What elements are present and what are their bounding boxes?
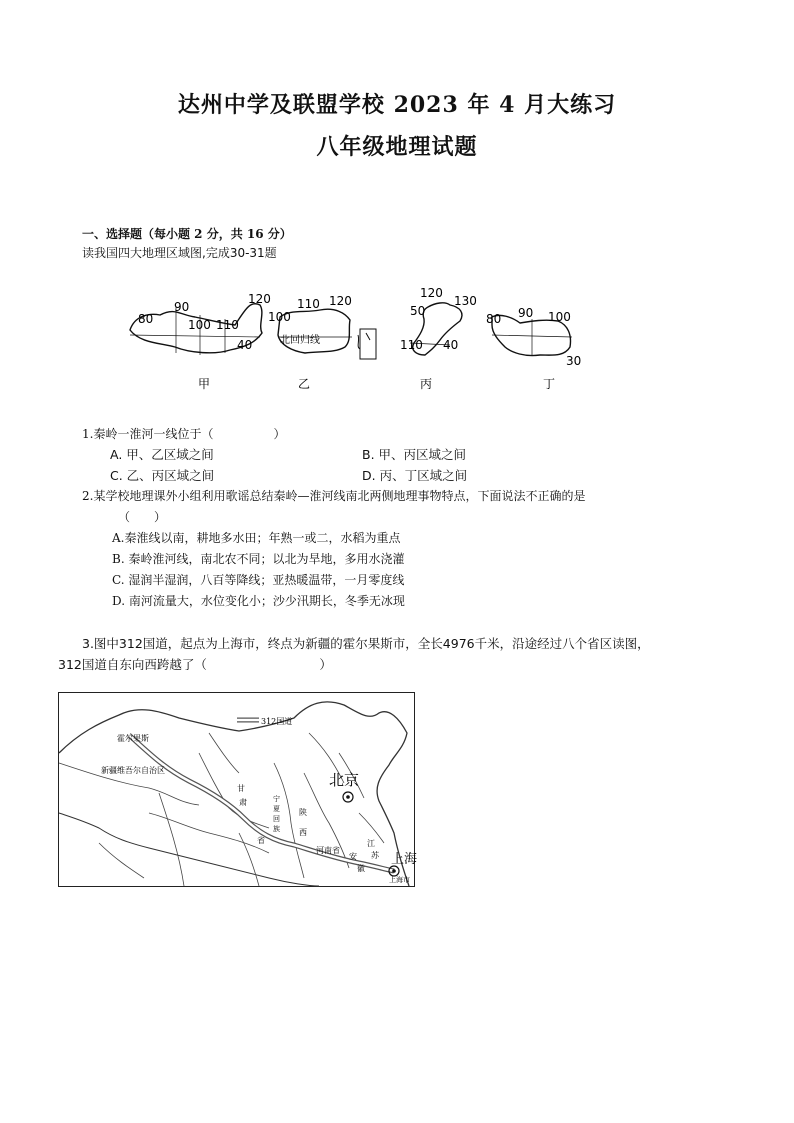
- map-label-zu: 族: [273, 825, 280, 833]
- q2-stem: 2.某学校地理课外小组利用歌谣总结秦岭—淮河线南北两侧地理事物特点，下面说法不正确的是: [82, 489, 586, 503]
- map-label-su-gansu: 肃: [239, 798, 247, 807]
- q2-option-c[interactable]: C. 湿润半湿润，八百等降线；亚热暖温带，一月零度线: [112, 573, 405, 587]
- map-label-hui-anhui: 徽: [357, 864, 365, 873]
- map-label-xia: 夏: [273, 805, 280, 813]
- map-label-an: 安: [349, 852, 357, 861]
- four-regions-figure: [120, 285, 590, 395]
- ding-num-80: 80: [486, 312, 502, 326]
- map-label-shanghai-city: 上海市: [389, 876, 410, 884]
- jia-num-110: 110: [216, 318, 239, 332]
- region-jia-label: 甲: [198, 377, 211, 391]
- yi-num-110: 110: [297, 297, 320, 311]
- jia-num-80: 80: [138, 312, 154, 326]
- map-label-jiang: 江: [367, 839, 375, 848]
- question-intro: 读我国四大地理区域图,完成30-31题: [82, 246, 277, 260]
- map-label-henan: 河南省: [316, 846, 340, 855]
- yi-num-100: 100: [268, 310, 291, 324]
- bing-num-40: 40: [443, 338, 459, 352]
- exam-subtitle: 八年级地理试题: [316, 134, 478, 160]
- bing-num-110: 110: [400, 338, 423, 352]
- ding-num-90: 90: [518, 306, 534, 320]
- jia-num-40: 40: [237, 338, 253, 352]
- map-label-hui: 回: [273, 815, 280, 823]
- region-bing-label: 丙: [420, 377, 433, 391]
- section-heading: 一、选择题（每小题 2 分，共 16 分）: [82, 227, 292, 241]
- map-label-xinjiang: 新疆维吾尔自治区: [101, 766, 165, 775]
- q2-option-b[interactable]: B. 秦岭淮河线，南北农不同；以北为旱地，多用水浇灌: [112, 552, 405, 566]
- map-label-su: 苏: [371, 851, 379, 860]
- route-312-map: [58, 692, 418, 887]
- map-label-beijing: 北京: [329, 771, 360, 789]
- ding-num-100: 100: [548, 310, 571, 324]
- q2-option-a[interactable]: A.秦淮线以南，耕地多水田；年熟一或二，水稻为重点: [112, 531, 401, 545]
- map-legend-label: 312国道: [261, 717, 293, 726]
- ding-num-30: 30: [566, 354, 582, 368]
- map-label-xi: 西: [299, 828, 307, 837]
- q2-answer-paren: （ ）: [118, 510, 167, 524]
- q1-option-b[interactable]: B. 甲、丙区域之间: [362, 447, 467, 462]
- q1-option-c[interactable]: C. 乙、丙区域之间: [110, 468, 215, 483]
- region-ding-label: 丁: [543, 377, 556, 391]
- map-label-ning: 宁: [273, 795, 280, 803]
- q1-option-a[interactable]: A. 甲、乙区域之间: [110, 447, 214, 462]
- jia-num-90: 90: [174, 300, 190, 314]
- map-label-shaan: 陕: [299, 808, 307, 817]
- map-label-sheng: 省: [257, 836, 265, 845]
- q3-stem-line1: 3.图中312国道，起点为上海市，终点为新疆的霍尔果斯市，全长4976千米，沿途经过八个省区读图，: [82, 636, 650, 651]
- jia-num-120: 120: [248, 292, 271, 306]
- yi-num-120: 120: [329, 294, 352, 308]
- bing-num-120: 120: [420, 286, 443, 300]
- exam-title: 达州中学及联盟学校 2023 年 4 月大练习: [177, 92, 617, 118]
- q1-stem: 1.秦岭一淮河一线位于（ ）: [82, 427, 286, 441]
- q2-option-d[interactable]: D. 南河流量大，水位变化小；沙少汛期长，冬季无冰现: [112, 594, 405, 608]
- map-label-shanghai: 上海: [391, 852, 418, 867]
- bing-num-130: 130: [454, 294, 477, 308]
- bing-num-50: 50: [410, 304, 426, 318]
- jia-num-100: 100: [188, 318, 211, 332]
- region-yi-label: 乙: [298, 377, 311, 391]
- map-label-start: 霍尔果斯: [117, 734, 149, 743]
- q1-option-d[interactable]: D. 丙、丁区域之间: [362, 468, 468, 483]
- map-label-gan: 甘: [237, 784, 245, 793]
- yi-tropic-label: 北回归线: [280, 335, 320, 346]
- q3-stem-line2: 312国道自东向西跨越了（ ）: [58, 657, 332, 672]
